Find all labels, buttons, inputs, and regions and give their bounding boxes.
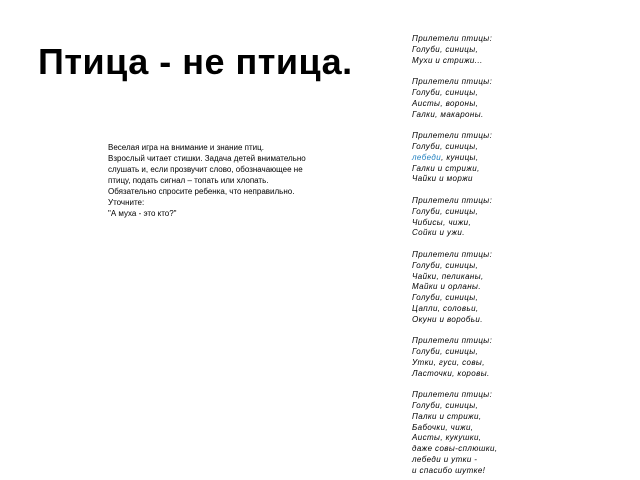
description-line: Уточните:: [108, 198, 145, 207]
poem-stanza: [412, 131, 612, 185]
poem-line: Аисты, вороны,: [412, 98, 479, 108]
poem-line-highlighted: [412, 153, 612, 164]
poem-line: Аисты, кукушки,: [412, 433, 482, 443]
highlighted-word: лебеди: [412, 152, 442, 162]
description-line: Обязательно спросите ребенка, что неправильно.: [108, 187, 295, 196]
poem-line: лебеди и утки -: [412, 455, 478, 465]
description-line: Взрослый читает стишки. Задача детей внимательно: [108, 154, 306, 163]
description-line: слушать и, если прозвучит слово, обозначающее не: [108, 165, 303, 174]
poem-stanza: [412, 77, 612, 120]
description-line: Веселая игра на внимание и знание птиц.: [108, 143, 264, 152]
slide-title: Птица - не птица.: [38, 41, 353, 82]
poem-stanza: [412, 34, 612, 66]
poem-line: Голуби, синицы,: [412, 87, 479, 97]
poem-line: Голуби, синицы,: [412, 293, 479, 303]
poem-line: Прилетели птицы:: [412, 390, 493, 400]
poem-line: Бабочки, чижи,: [412, 422, 474, 432]
poem-line: Галки, макароны.: [412, 109, 484, 119]
poem-line: Прилетели птицы:: [412, 336, 493, 346]
poem-line: Чибисы, чижи,: [412, 217, 472, 227]
poem-line: Голуби, синицы,: [412, 260, 479, 270]
poem-line: и спасибо шутке!: [412, 465, 486, 475]
poem-line: Голуби, синицы,: [412, 401, 479, 411]
poem-line: Голуби, синицы,: [412, 141, 479, 151]
poem-line: Чайки и моржи: [412, 174, 473, 184]
poem-line: Майки и орланы.: [412, 282, 481, 292]
poem-line: Палки и стрижи,: [412, 411, 482, 421]
game-description: [108, 142, 348, 219]
poem-stanza: [412, 336, 612, 379]
poem-line: Голуби, синицы,: [412, 206, 479, 216]
poem-line: Прилетели птицы:: [412, 249, 493, 259]
poem-line: Мухи и стрижи...: [412, 55, 483, 65]
poem-stanza: [412, 390, 612, 476]
poem-line-rest: , куницы,: [441, 152, 479, 162]
poem-line: Прилетели птицы:: [412, 34, 493, 43]
poem-line: Прилетели птицы:: [412, 195, 493, 205]
poem-line: Чайки, пеликаны,: [412, 271, 484, 281]
poem-line: Окуни и воробьи.: [412, 314, 483, 324]
poem-line: Прилетели птицы:: [412, 77, 493, 87]
description-line: птицу, подать сигнал – топать или хлопать.: [108, 176, 269, 185]
poem-line: Ласточки, коровы.: [412, 368, 490, 378]
poem-line: Сойки и ужи.: [412, 228, 465, 238]
description-line: "А муха - это кто?": [108, 209, 177, 218]
poem-stanza: [412, 196, 612, 239]
poem-line: Галки и стрижи,: [412, 163, 480, 173]
poem-line: Прилетели птицы:: [412, 131, 493, 141]
poem: [412, 34, 612, 477]
poem-line: даже совы-сплюшки,: [412, 444, 498, 454]
poem-line: Голуби, синицы,: [412, 44, 479, 54]
poem-line: Цапли, соловьи,: [412, 303, 479, 313]
poem-line: Утки, гуси, совы,: [412, 357, 485, 367]
poem-stanza: [412, 250, 612, 326]
poem-line: Голуби, синицы,: [412, 347, 479, 357]
